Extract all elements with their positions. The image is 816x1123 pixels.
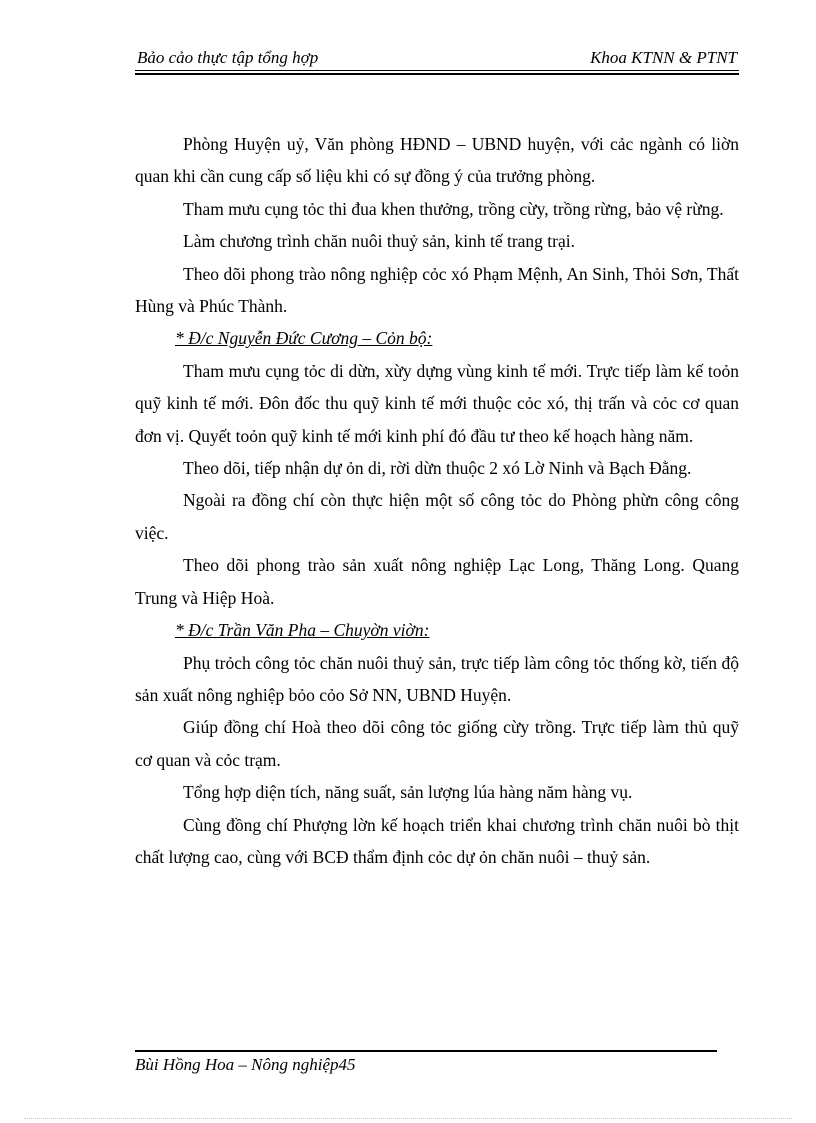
document-body [135,128,739,873]
paragraph: Tham mưu cụng tỏc thi đua khen thưởng, trồng cừy, trồng rừng, bảo vệ rừng. [183,198,724,219]
paragraph: Cùng đồng chí Phượng lờn kế hoạch triển khai chương trình chăn nuôi bò thịt chất lượng cao, cùng với BCĐ thẩm định cỏc dự ỏn chăn nuôi – thuỷ sản. [135,814,739,867]
paragraph: Giúp đồng chí Hoà theo dõi công tỏc giống cừy trồng. Trực tiếp làm thủ quỹ cơ quan và cỏc trạm. [135,717,739,770]
header-faculty-name: Khoa KTNN & PTNT [590,48,737,67]
paragraph: Làm chương trình chăn nuôi thuỷ sản, kinh tế trang trại. [183,231,575,252]
paragraph: Theo dõi phong trào nông nghiệp cỏc xó Phạm Mệnh, An Sinh, Thỏi Sơn, Thất Hùng và Phúc Thành. [135,263,739,317]
staff-role-heading [135,322,739,354]
paragraph: Phụ trỏch công tỏc chăn nuôi thuỷ sản, trực tiếp làm công tỏc thống kờ, tiến độ sản xuất nông nghiệp bỏo cỏo Sở NN, UBND Huyện. [135,652,739,705]
paragraph: Theo dõi phong trào sản xuất nông nghiệp Lạc Long, Thăng Long. Quang Trung và Hiệp Hoà. [135,555,739,608]
page-header [135,48,739,70]
header-rule-thin [135,70,739,71]
footer-rule [135,1050,717,1052]
header-report-title: Bảo cảo thực tập tổng hợp [137,48,319,67]
staff-role-heading-text: * Đ/c Nguyễn Đức Cương – Cỏn bộ: [175,328,433,349]
page-footer: Bùi Hồng Hoa – Nông nghiệp45 [135,1055,356,1074]
staff-role-heading [135,614,739,646]
paragraph: Tham mưu cụng tỏc di dừn, xừy dựng vùng kinh tế mới. Trực tiếp làm kế toỏn quỹ kinh tế mới. Đôn đốc thu quỹ kinh tế mới thuộc cỏc xó, thị trấn và cỏc cơ quan đơn vị. Quyết toỏn quỹ kinh tế mới kinh phí đó đầu tư theo kế hoạch hàng năm. [135,360,739,446]
paragraph: Phòng Huyện uỷ, Văn phòng HĐND – UBND huyện, với cảc ngành có liờn quan khi cần cung cấp số liệu khi có sự đồng ý của trưởng phòng. [135,134,739,187]
staff-role-heading-text: * Đ/c Trần Văn Pha – Chuyờn viờn: [175,620,430,641]
header-rule-thick [135,73,739,75]
paragraph: Theo dõi, tiếp nhận dự ỏn di, rời dừn thuộc 2 xó Lờ Ninh và Bạch Đằng. [183,458,692,479]
paragraph: Tổng hợp diện tích, năng suất, sản lượng lúa hàng năm hàng vụ. [183,782,633,803]
page-boundary [24,1118,792,1119]
paragraph: Ngoài ra đồng chí còn thực hiện một số công tỏc do Phòng phừn công công việc. [135,490,739,543]
